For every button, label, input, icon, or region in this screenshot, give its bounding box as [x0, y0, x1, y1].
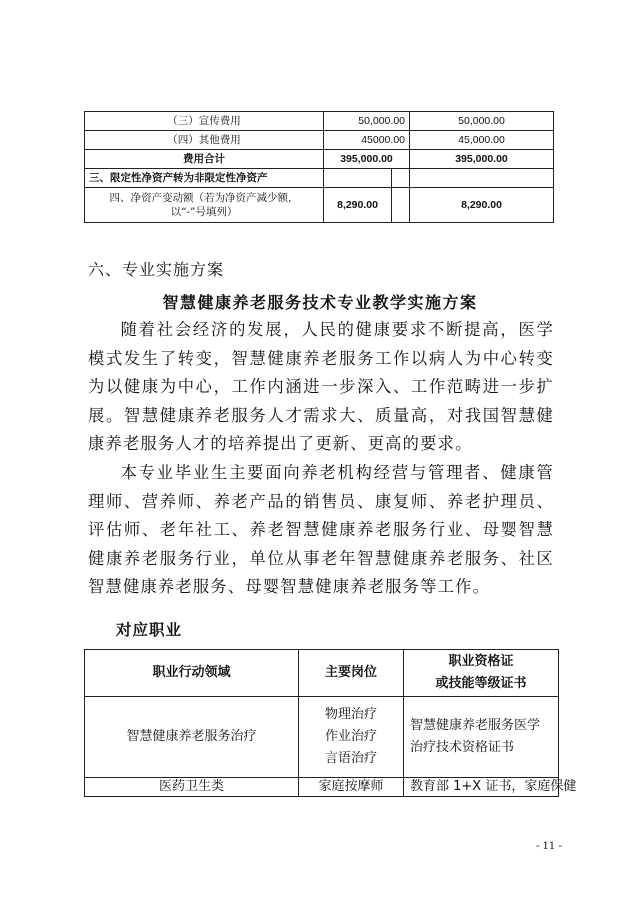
table-row	[85, 188, 554, 223]
row-spacer	[392, 169, 410, 188]
table-header-row	[85, 650, 559, 697]
row-amount: 8,290.00	[324, 188, 392, 223]
row-amount	[324, 169, 392, 188]
header-cert	[404, 650, 559, 697]
cell-posts: 家庭按摩师	[299, 778, 404, 797]
document-title: 智慧健康养老服务技术专业教学实施方案	[162, 293, 478, 312]
row-amount-total	[410, 169, 554, 188]
cell-domain: 医药卫生类	[85, 778, 299, 797]
cell-cert: 教育部 1+X 证书，家庭保健	[404, 778, 559, 797]
sub-heading: 对应职业	[116, 620, 183, 639]
table-row	[85, 697, 559, 778]
row-spacer	[392, 188, 410, 223]
header-cert-line2: 或技能等级证书	[435, 676, 527, 691]
paragraph-graduates: 本专业毕业生主要面向养老机构经营与管理者、健康管理师、营养师、养老产品的销售员、康复师、养老护理员、评估师、老年社工、养老智慧健康养老服务行业、母婴智慧健康养老服务行业，单位从事老年智慧健康养老服务、社区智慧健康养老服务、母婴智慧健康养老服务等工作。	[88, 463, 554, 597]
cell-cert: 智慧健康养老服务医学治疗技术资格证书	[404, 697, 559, 778]
row-amount-total: 395,000.00	[410, 150, 554, 169]
row-label: 费用合计	[85, 150, 324, 169]
header-domain: 职业行动领域	[85, 650, 299, 697]
finance-table	[84, 111, 554, 223]
paragraph-intro: 随着社会经济的发展，人民的健康要求不断提高，医学模式发生了转变，智慧健康养老服务工作以病人为中心转变为以健康为中心，工作内涵进一步深入、工作范畴进一步扩展。智慧健康养老服务人才需求大、质量高，对我国智慧健康养老服务人才的培养提出了更新、更高的要求。	[88, 320, 554, 454]
row-label: 三、限定性净资产转为非限定性净资产	[85, 169, 324, 188]
row-amount: 45000.00	[324, 131, 410, 150]
occupation-table	[84, 649, 577, 797]
table-row	[85, 131, 554, 150]
page-number: - 11 -	[536, 841, 562, 852]
post-item: 物理治疗	[324, 707, 377, 722]
row-amount-total: 45,000.00	[410, 131, 554, 150]
row-amount: 50,000.00	[324, 112, 410, 131]
section-heading: 六、专业实施方案	[88, 260, 225, 279]
table-row	[85, 169, 554, 188]
table-row	[85, 112, 554, 131]
row-label: 四、净资产变动额（若为净资产减少额，以“-”号填列）	[85, 188, 324, 223]
row-amount-total: 8,290.00	[410, 188, 554, 223]
cell-posts	[299, 697, 404, 778]
row-label: （三）宣传费用	[85, 112, 324, 131]
header-cert-line1: 职业资格证	[448, 654, 514, 669]
row-label: （四）其他费用	[85, 131, 324, 150]
row-amount-total: 50,000.00	[410, 112, 554, 131]
cell-domain: 智慧健康养老服务治疗	[85, 697, 299, 778]
table-row	[85, 778, 559, 797]
post-item: 言语治疗	[324, 751, 377, 766]
header-posts: 主要岗位	[299, 650, 404, 697]
row-amount: 395,000.00	[324, 150, 410, 169]
post-item: 作业治疗	[324, 729, 377, 744]
table-row	[85, 150, 554, 169]
